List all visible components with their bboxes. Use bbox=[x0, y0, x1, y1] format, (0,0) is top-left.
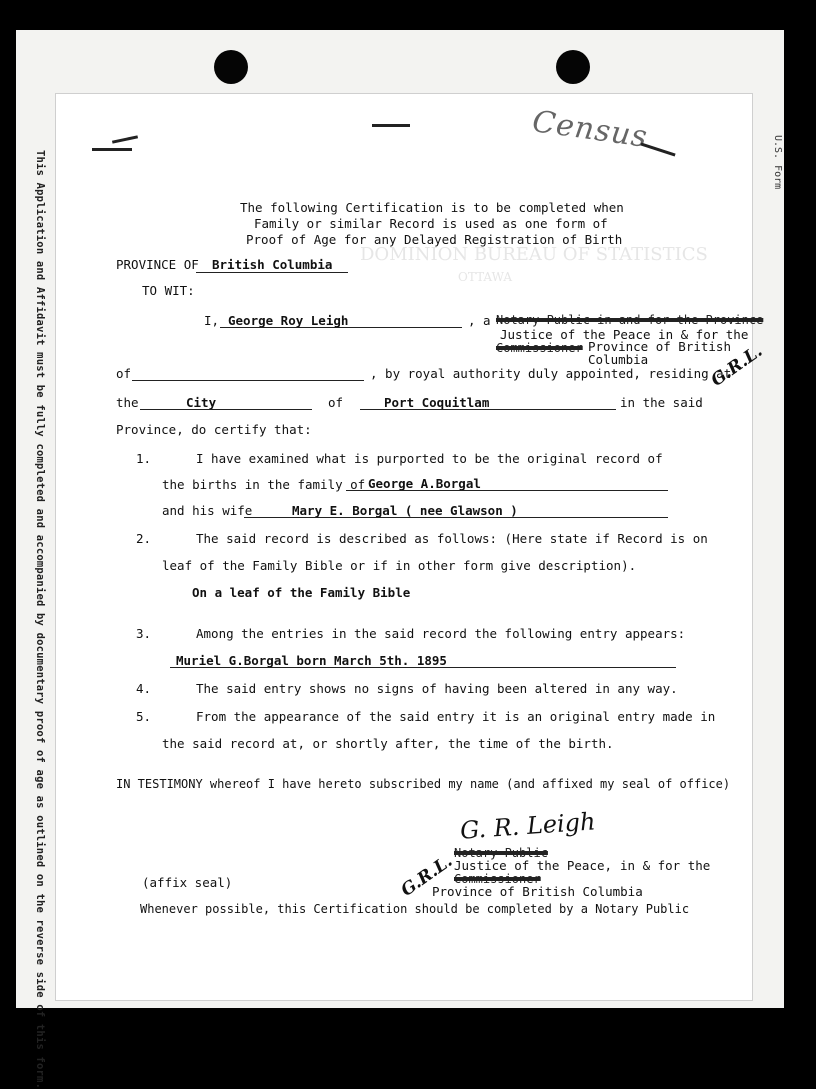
bleed-through-subheader: OTTAWA bbox=[458, 270, 512, 284]
signature-title-2: Province of British Columbia bbox=[432, 884, 643, 899]
struck-notary-title: Notary Public in and for the Province bbox=[496, 313, 764, 327]
intro-line-3: Proof of Age for any Delayed Registration of Birth bbox=[246, 232, 623, 247]
father-underline bbox=[346, 490, 668, 491]
bleed-through-header: DOMINION BUREAU OF STATISTICS bbox=[360, 244, 708, 265]
title-line-2: Province of British bbox=[588, 339, 731, 354]
province-value: British Columbia bbox=[212, 257, 333, 272]
a-label: , a bbox=[468, 313, 491, 328]
initials-mark: G.R.L. bbox=[707, 341, 767, 391]
certifier-name: George Roy Leigh bbox=[228, 313, 349, 328]
title-line-3: Columbia bbox=[588, 352, 649, 367]
authority-text: , by royal authority duly appointed, residing at bbox=[370, 366, 732, 381]
item-5-number: 5. bbox=[136, 709, 152, 724]
struck-signature-title: Notary Public bbox=[454, 846, 548, 860]
i-label: I, bbox=[204, 313, 220, 328]
punch-hole-left bbox=[214, 50, 248, 84]
item-1-line-2: the births in the family of bbox=[162, 477, 366, 492]
margin-form-number: U.S. Form bbox=[772, 135, 783, 190]
city-value: City bbox=[186, 395, 217, 410]
mother-underline bbox=[244, 517, 668, 518]
struck-commissioner: Commissioner bbox=[496, 341, 583, 355]
name-underline bbox=[220, 327, 462, 328]
scan-top-border bbox=[0, 0, 816, 30]
entry-underline bbox=[170, 667, 676, 668]
record-description: On a leaf of the Family Bible bbox=[192, 585, 411, 600]
pencil-mark bbox=[92, 148, 132, 151]
testimony-text: IN TESTIMONY whereof I have hereto subscribed my name (and affixed my seal of office) bbox=[116, 777, 731, 791]
initials-mark-2: G.R.L. bbox=[397, 851, 457, 901]
title-line-1: Justice of the Peace in & for the bbox=[500, 327, 749, 342]
to-wit-label: TO WIT: bbox=[142, 283, 195, 298]
struck-signature-title-2: Commissioner bbox=[454, 872, 541, 886]
affix-seal-label: (affix seal) bbox=[142, 875, 233, 890]
the-label: the bbox=[116, 395, 139, 410]
in-said-text: in the said bbox=[620, 395, 703, 410]
of-label: of bbox=[116, 366, 132, 381]
of-underline bbox=[132, 380, 364, 381]
item-3-number: 3. bbox=[136, 626, 152, 641]
birth-entry: Muriel G.Borgal born March 5th. 1895 bbox=[176, 653, 447, 668]
margin-instruction: This Application and Affidavit must be fully completed and accompanied by documentary proof of age as outlined on the reverse side of this form. bbox=[34, 150, 46, 1089]
item-2-number: 2. bbox=[136, 531, 152, 546]
item-4-number: 4. bbox=[136, 681, 152, 696]
intro-line-2: Family or similar Record is used as one form of bbox=[254, 216, 608, 231]
census-handwritten-note: Census bbox=[530, 104, 651, 155]
item-5-line-2: the said record at, or shortly after, the time of the birth. bbox=[162, 736, 614, 751]
intro-line-1: The following Certification is to be completed when bbox=[240, 200, 624, 215]
certify-text: Province, do certify that: bbox=[116, 422, 312, 437]
item-5-line-1: From the appearance of the said entry it is an original entry made in bbox=[196, 709, 716, 724]
city-underline bbox=[140, 409, 312, 410]
place-underline bbox=[360, 409, 616, 410]
signature-title-1: Justice of the Peace, bbox=[454, 858, 613, 873]
item-2-line-1: The said record is described as follows: (Here state if Record is on bbox=[196, 531, 708, 546]
handwritten-signature: G. R. Leigh bbox=[459, 807, 597, 845]
pencil-mark bbox=[372, 124, 410, 127]
mother-name: Mary E. Borgal ( nee Glawson ) bbox=[292, 503, 518, 518]
item-1-line-1: I have examined what is purported to be the original record of bbox=[196, 451, 663, 466]
footer-note: Whenever possible, this Certification should be completed by a Notary Public bbox=[140, 902, 690, 916]
province-underline bbox=[196, 272, 348, 273]
signature-title-1b: in & for the bbox=[620, 858, 711, 873]
item-1-number: 1. bbox=[136, 451, 152, 466]
item-2-line-2: leaf of the Family Bible or if in other form give description). bbox=[162, 558, 637, 573]
item-4-line-1: The said entry shows no signs of having been altered in any way. bbox=[196, 681, 678, 696]
of-label-2: of bbox=[328, 395, 344, 410]
wife-label: and his wife bbox=[162, 503, 253, 518]
father-name: George A.Borgal bbox=[368, 476, 481, 491]
item-3-line-1: Among the entries in the said record the following entry appears: bbox=[196, 626, 686, 641]
province-label: PROVINCE OF bbox=[116, 257, 199, 272]
place-value: Port Coquitlam bbox=[384, 395, 490, 410]
punch-hole-right bbox=[556, 50, 590, 84]
